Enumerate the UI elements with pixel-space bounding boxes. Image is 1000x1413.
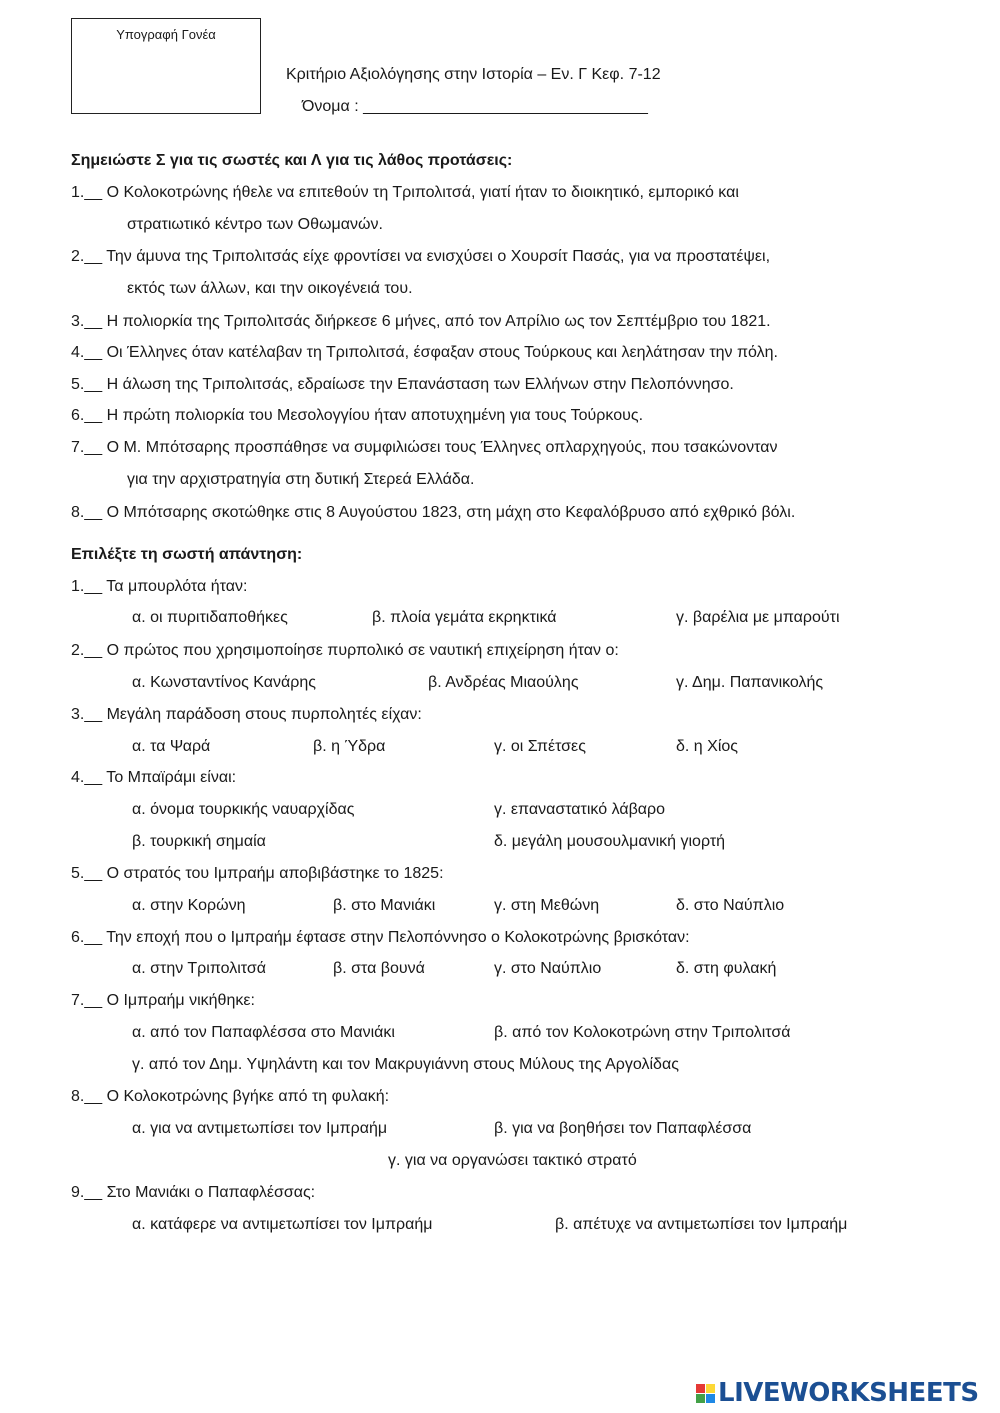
mc-q4-option-d[interactable]: δ. μεγάλη μουσουλμανική γιορτή <box>494 833 726 850</box>
mc-question-9[interactable]: 9.__ Στο Μανιάκι ο Παπαφλέσσας: <box>71 1184 316 1201</box>
mc-q4-option-c[interactable]: γ. επαναστατικό λάβαρο <box>494 801 666 818</box>
parent-signature-box[interactable] <box>71 18 261 114</box>
mc-q8-option-a[interactable]: α. για να αντιμετωπίσει τον Ιμπραήμ <box>132 1120 388 1137</box>
mc-q7-option-b[interactable]: β. από τον Κολοκοτρώνη στην Τριπολιτσά <box>494 1024 791 1041</box>
tf-item-3[interactable]: 3.__ Η πολιορκία της Τριπολιτσάς διήρκεσε 6 μήνες, από τον Απρίλιο ως τον Σεπτέμβριο του 1821. <box>71 313 771 330</box>
mc-question-2[interactable]: 2.__ Ο πρώτος που χρησιμοποίησε πυρπολικό σε ναυτική επιχείρηση ήταν ο: <box>71 642 619 659</box>
worksheet-title: Κριτήριο Αξιολόγησης στην Ιστορία – Εν. Γ Κεφ. 7-12 <box>286 66 661 83</box>
mc-q2-option-a[interactable]: α. Κωνσταντίνος Κανάρης <box>132 674 316 691</box>
mc-q6-option-a[interactable]: α. στην Τριπολιτσά <box>132 960 266 977</box>
mc-question-3[interactable]: 3.__ Μεγάλη παράδοση στους πυρπολητές είχαν: <box>71 706 422 723</box>
tf-item-8[interactable]: 8.__ Ο Μπότσαρης σκοτώθηκε στις 8 Αυγούστου 1823, στη μάχη στο Κεφαλόβρυσο από εχθρικό βόλι. <box>71 504 796 521</box>
mc-q3-option-c[interactable]: γ. οι Σπέτσες <box>494 738 586 755</box>
mc-q9-option-a[interactable]: α. κατάφερε να αντιμετωπίσει τον Ιμπραήμ <box>132 1216 433 1233</box>
mc-q9-option-b[interactable]: β. απέτυχε να αντιμετωπίσει τον Ιμπραήμ <box>555 1216 848 1233</box>
mc-q3-option-a[interactable]: α. τα Ψαρά <box>132 738 211 755</box>
mc-q5-option-d[interactable]: δ. στο Ναύπλιο <box>676 897 785 914</box>
name-field[interactable]: Όνομα : ________________________________ <box>302 98 648 115</box>
mc-question-1[interactable]: 1.__ Τα μπουρλότα ήταν: <box>71 578 248 595</box>
mc-q1-option-a[interactable]: α. οι πυριτιδαποθήκες <box>132 609 288 626</box>
tf-item-2-cont: εκτός των άλλων, και την οικογένειά του. <box>127 280 413 297</box>
mc-q8-option-b[interactable]: β. για να βοηθήσει τον Παπαφλέσσα <box>494 1120 752 1137</box>
mc-q4-option-a[interactable]: α. όνομα τουρκικής ναυαρχίδας <box>132 801 355 818</box>
mc-q1-option-c[interactable]: γ. βαρέλια με μπαρούτι <box>676 609 840 626</box>
section2-heading: Επιλέξτε τη σωστή απάντηση: <box>71 546 303 563</box>
mc-q7-option-a[interactable]: α. από τον Παπαφλέσσα στο Μανιάκι <box>132 1024 395 1041</box>
mc-q4-option-b[interactable]: β. τουρκική σημαία <box>132 833 266 850</box>
mc-q8-option-c[interactable]: γ. για να οργανώσει τακτικό στρατό <box>388 1152 637 1169</box>
tf-item-6[interactable]: 6.__ Η πρώτη πολιορκία του Μεσολογγίου ήταν αποτυχημένη για τους Τούρκους. <box>71 407 644 424</box>
mc-q3-option-d[interactable]: δ. η Χίος <box>676 738 738 755</box>
liveworksheets-logo[interactable] <box>696 1378 979 1408</box>
mc-q7-option-c[interactable]: γ. από τον Δημ. Υψηλάντη και τον Μακρυγιάννη στους Μύλους της Αργολίδας <box>132 1056 679 1073</box>
section1-heading: Σημειώστε Σ για τις σωστές και Λ για τις λάθος προτάσεις: <box>71 152 513 169</box>
logo-square-yellow <box>706 1384 715 1393</box>
tf-item-5[interactable]: 5.__ Η άλωση της Τριπολιτσάς, εδραίωσε την Επανάσταση των Ελλήνων στην Πελοπόννησο. <box>71 376 734 393</box>
mc-question-6[interactable]: 6.__ Την εποχή που ο Ιμπραήμ έφτασε στην Πελοπόννησο ο Κολοκοτρώνης βρισκόταν: <box>71 929 690 946</box>
mc-question-8[interactable]: 8.__ Ο Κολοκοτρώνης βγήκε από τη φυλακή: <box>71 1088 390 1105</box>
mc-q5-option-b[interactable]: β. στο Μανιάκι <box>333 897 436 914</box>
logo-square-red <box>696 1384 705 1393</box>
logo-square-blue <box>706 1394 715 1403</box>
mc-question-4[interactable]: 4.__ Το Μπαϊράμι είναι: <box>71 769 237 786</box>
tf-item-1[interactable]: 1.__ Ο Κολοκοτρώνης ήθελε να επιτεθούν τη Τριπολιτσά, γιατί ήταν το διοικητικό, εμπορικό και <box>71 184 739 201</box>
tf-item-7[interactable]: 7.__ Ο Μ. Μπότσαρης προσπάθησε να συμφιλιώσει τους Έλληνες οπλαρχηγούς, που τσακώνονταν <box>71 439 778 456</box>
mc-q6-option-c[interactable]: γ. στο Ναύπλιο <box>494 960 602 977</box>
mc-q5-option-c[interactable]: γ. στη Μεθώνη <box>494 897 600 914</box>
tf-item-1-cont: στρατιωτικό κέντρο των Οθωμανών. <box>127 216 383 233</box>
mc-q3-option-b[interactable]: β. η Ύδρα <box>313 738 386 755</box>
mc-question-5[interactable]: 5.__ Ο στρατός του Ιμπραήμ αποβιβάστηκε το 1825: <box>71 865 444 882</box>
mc-question-7[interactable]: 7.__ Ο Ιμπραήμ νικήθηκε: <box>71 992 255 1009</box>
tf-item-7-cont: για την αρχιστρατηγία στη δυτική Στερεά Ελλάδα. <box>127 471 475 488</box>
logo-square-green <box>696 1394 705 1403</box>
liveworksheets-logo-text: LIVEWORKSHEETS <box>718 1378 979 1408</box>
mc-q1-option-b[interactable]: β. πλοία γεμάτα εκρηκτικά <box>372 609 557 626</box>
mc-q6-option-d[interactable]: δ. στη φυλακή <box>676 960 777 977</box>
tf-item-4[interactable]: 4.__ Οι Έλληνες όταν κατέλαβαν τη Τριπολιτσά, έσφαξαν στους Τούρκους και λεηλάτησαν την πόλη. <box>71 344 778 361</box>
mc-q2-option-b[interactable]: β. Ανδρέας Μιαούλης <box>428 674 579 691</box>
mc-q2-option-c[interactable]: γ. Δημ. Παπανικολής <box>676 674 824 691</box>
mc-q6-option-b[interactable]: β. στα βουνά <box>333 960 425 977</box>
tf-item-2[interactable]: 2.__ Την άμυνα της Τριπολιτσάς είχε φροντίσει να ενισχύσει ο Χουρσίτ Πασάς, για να προστατέψει, <box>71 248 771 265</box>
liveworksheets-logo-icon <box>696 1384 715 1403</box>
parent-signature-label: Υπογραφή Γονέα <box>116 27 216 42</box>
mc-q5-option-a[interactable]: α. στην Κορώνη <box>132 897 246 914</box>
